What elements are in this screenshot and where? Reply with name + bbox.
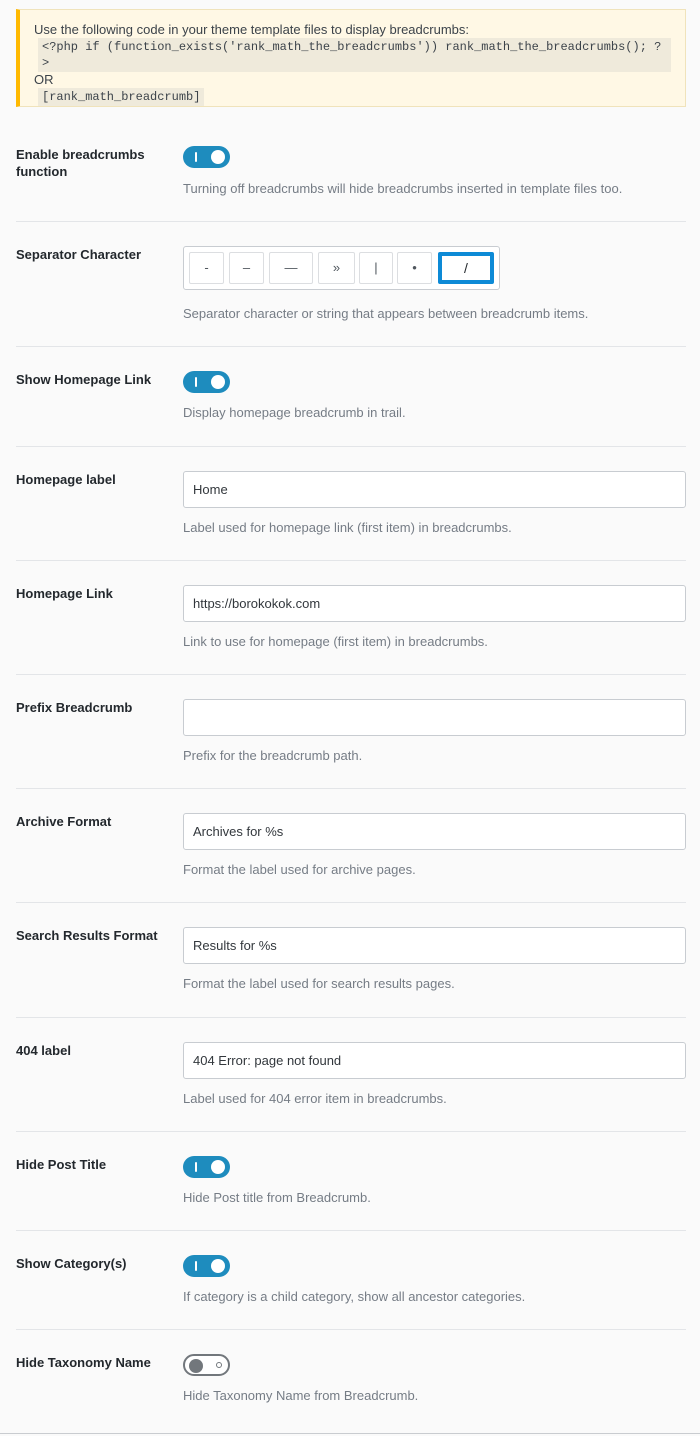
row-search-results-format — [16, 927, 686, 1018]
homepage-link-description: Link to use for homepage (first item) in breadcrumbs. — [183, 634, 488, 649]
separator-character-label: Separator Character — [16, 247, 141, 262]
toggle-on-indicator-icon — [195, 1261, 197, 1271]
homepage-label-input[interactable]: Home — [183, 471, 686, 508]
row-homepage-label — [16, 471, 686, 561]
row-404-label — [16, 1042, 686, 1132]
toggle-knob — [211, 1160, 225, 1174]
404-label-input[interactable]: 404 Error: page not found — [183, 1042, 686, 1079]
row-homepage-link — [16, 585, 686, 675]
shortcode-snippet: [rank_math_breadcrumb] — [38, 88, 204, 106]
toggle-on-indicator-icon — [195, 152, 197, 162]
toggle-knob — [211, 375, 225, 389]
toggle-off-indicator-icon — [216, 1362, 222, 1368]
row-show-categories — [16, 1255, 686, 1330]
hide-post-title-toggle[interactable] — [183, 1156, 230, 1178]
enable-breadcrumbs-description: Turning off breadcrumbs will hide breadcrumbs inserted in template files too. — [183, 181, 623, 196]
enable-breadcrumbs-label: Enable breadcrumbs function — [16, 147, 145, 179]
toggle-knob — [211, 1259, 225, 1273]
show-homepage-link-toggle[interactable] — [183, 371, 230, 393]
show-categories-toggle[interactable] — [183, 1255, 230, 1277]
notice-or: OR — [34, 72, 54, 87]
hide-taxonomy-name-toggle[interactable] — [183, 1354, 230, 1376]
toggle-knob — [211, 150, 225, 164]
row-hide-post-title — [16, 1156, 686, 1231]
row-enable-breadcrumbs — [16, 146, 686, 222]
show-categories-description: If category is a child category, show all ancestor categories. — [183, 1289, 526, 1304]
separator-option-raquo[interactable]: » — [318, 252, 355, 284]
separator-option-pipe[interactable]: | — [359, 252, 393, 284]
separator-option-hyphen[interactable]: - — [189, 252, 224, 284]
row-prefix-breadcrumb — [16, 699, 686, 789]
search-results-format-input[interactable]: Results for %s — [183, 927, 686, 964]
notice-intro: Use the following code in your theme template files to display breadcrumbs: — [34, 22, 469, 37]
toggle-on-indicator-icon — [195, 377, 197, 387]
homepage-link-input[interactable]: https://borokokok.com — [183, 585, 686, 622]
archive-format-label: Archive Format — [16, 814, 112, 829]
show-categories-label: Show Category(s) — [16, 1256, 127, 1271]
404-label-label: 404 label — [16, 1043, 71, 1058]
show-homepage-link-description: Display homepage breadcrumb in trail. — [183, 405, 406, 420]
bottom-divider — [0, 1433, 700, 1434]
toggle-on-indicator-icon — [195, 1162, 197, 1172]
hide-taxonomy-name-label: Hide Taxonomy Name — [16, 1355, 151, 1370]
homepage-label-description: Label used for homepage link (first item) in breadcrumbs. — [183, 520, 512, 535]
separator-option-bullet[interactable]: • — [397, 252, 432, 284]
separator-option-em-dash[interactable]: — — [269, 252, 313, 284]
php-code-snippet: <?php if (function_exists('rank_math_the_breadcrumbs')) rank_math_the_breadcrumbs(); ?> — [38, 38, 671, 72]
row-separator-character — [16, 246, 686, 347]
archive-format-description: Format the label used for archive pages. — [183, 862, 416, 877]
separator-character-description: Separator character or string that appears between breadcrumb items. — [183, 306, 589, 321]
prefix-breadcrumb-description: Prefix for the breadcrumb path. — [183, 748, 363, 763]
separator-option-en-dash[interactable]: – — [229, 252, 264, 284]
prefix-breadcrumb-input[interactable] — [183, 699, 686, 736]
separator-options-group — [183, 246, 500, 290]
hide-taxonomy-name-description: Hide Taxonomy Name from Breadcrumb. — [183, 1388, 419, 1403]
row-hide-taxonomy-name — [16, 1354, 686, 1414]
row-show-homepage-link — [16, 371, 686, 447]
hide-post-title-label: Hide Post Title — [16, 1157, 107, 1172]
row-archive-format — [16, 813, 686, 903]
404-label-description: Label used for 404 error item in breadcrumbs. — [183, 1091, 447, 1106]
prefix-breadcrumb-label: Prefix Breadcrumb — [16, 700, 133, 715]
show-homepage-link-label: Show Homepage Link — [16, 372, 152, 387]
search-results-format-description: Format the label used for search results pages. — [183, 976, 455, 991]
toggle-knob — [189, 1359, 203, 1373]
archive-format-input[interactable]: Archives for %s — [183, 813, 686, 850]
homepage-label-label: Homepage label — [16, 472, 116, 487]
search-results-format-label: Search Results Format — [16, 928, 158, 943]
homepage-link-label: Homepage Link — [16, 586, 113, 601]
enable-breadcrumbs-toggle[interactable] — [183, 146, 230, 168]
separator-option-slash[interactable]: / — [438, 252, 494, 284]
breadcrumbs-code-notice — [16, 9, 686, 107]
hide-post-title-description: Hide Post title from Breadcrumb. — [183, 1190, 371, 1205]
